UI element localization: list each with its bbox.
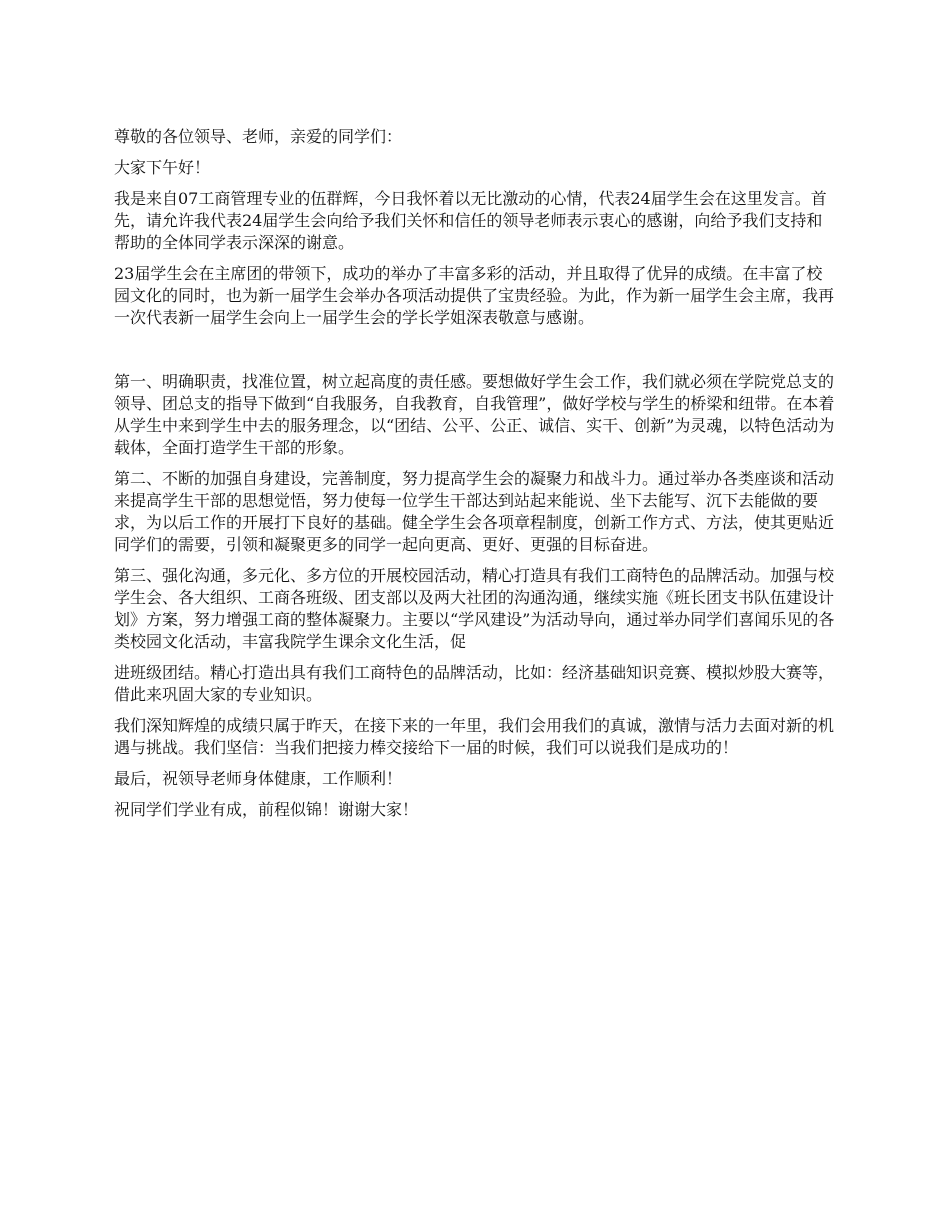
salutation: 尊敬的各位领导、老师，亲爱的同学们： <box>114 127 403 146</box>
closing-wish-leaders: 最后，祝领导老师身体健康，工作顺利！ <box>114 769 403 788</box>
paragraph-point-three-continued: 进班级团结。精心打造出具有我们工商特色的品牌活动，比如：经济基础知识竞赛、模拟炒股大赛等，借此来巩固大家的专业知识。 <box>114 663 835 704</box>
paragraph-thanks-previous-council: 23届学生会在主席团的带领下，成功的举办了丰富多彩的活动，并且取得了优异的成绩。在丰富了校园文化的同时，也为新一届学生会举办各项活动提供了宝贵经验。为此，作为新一届学生会主席，我再一次代表新一届学生会向上一届学生会的学长学姐深表敬意与感谢。 <box>114 264 835 327</box>
paragraph-introduction: 我是来自07工商管理专业的伍群辉，今日我怀着以无比激动的心情，代表24届学生会在这里发言。首先，请允许我代表24届学生会向给予我们关怀和信任的领导老师表示衷心的感谢，向给予我们支持和帮助的全体同学表示深深的谢意。 <box>114 189 827 252</box>
paragraph-commitment: 我们深知辉煌的成绩只属于昨天，在接下来的一年里，我们会用我们的真诚，激情与活力去面对新的机遇与挑战。我们坚信：当我们把接力棒交接给下一届的时候，我们可以说我们是成功的！ <box>114 716 835 757</box>
paragraph-point-three: 第三、强化沟通，多元化、多方位的开展校园活动，精心打造具有我们工商特色的品牌活动。加强与校学生会、各大组织、工商各班级、团支部以及两大社团的沟通沟通，继续实施《班长团支书队伍建设计划》方案，努力增强工商的整体凝聚力。主要以“学风建设”为活动导向，通过举办同学们喜闻乐见的各类校园文化活动，丰富我院学生课余文化生活，促 <box>114 566 835 651</box>
greeting: 大家下午好！ <box>114 158 211 177</box>
closing-wish-students: 祝同学们学业有成，前程似锦！谢谢大家！ <box>114 800 419 819</box>
paragraph-point-two: 第二、不断的加强自身建设，完善制度，努力提高学生会的凝聚力和战斗力。通过举办各类座谈和活动来提高学生干部的思想觉悟，努力使每一位学生干部达到站起来能说、坐下去能写、沉下去能做的要求，为以后工作的开展打下良好的基础。健全学生会各项章程制度，创新工作方式、方法，使其更贴近同学们的需要，引领和凝聚更多的同学一起向更高、更好、更强的目标奋进。 <box>114 469 835 554</box>
paragraph-point-one: 第一、明确职责，找准位置，树立起高度的责任感。要想做好学生会工作，我们就必须在学院党总支的领导、团总支的指导下做到“自我服务，自我教育，自我管理”，做好学校与学生的桥梁和纽带。在本着从学生中来到学生中去的服务理念，以“团结、公平、公正、诚信、实干、创新”为灵魂，以特色活动为载体，全面打造学生干部的形象。 <box>114 372 835 457</box>
